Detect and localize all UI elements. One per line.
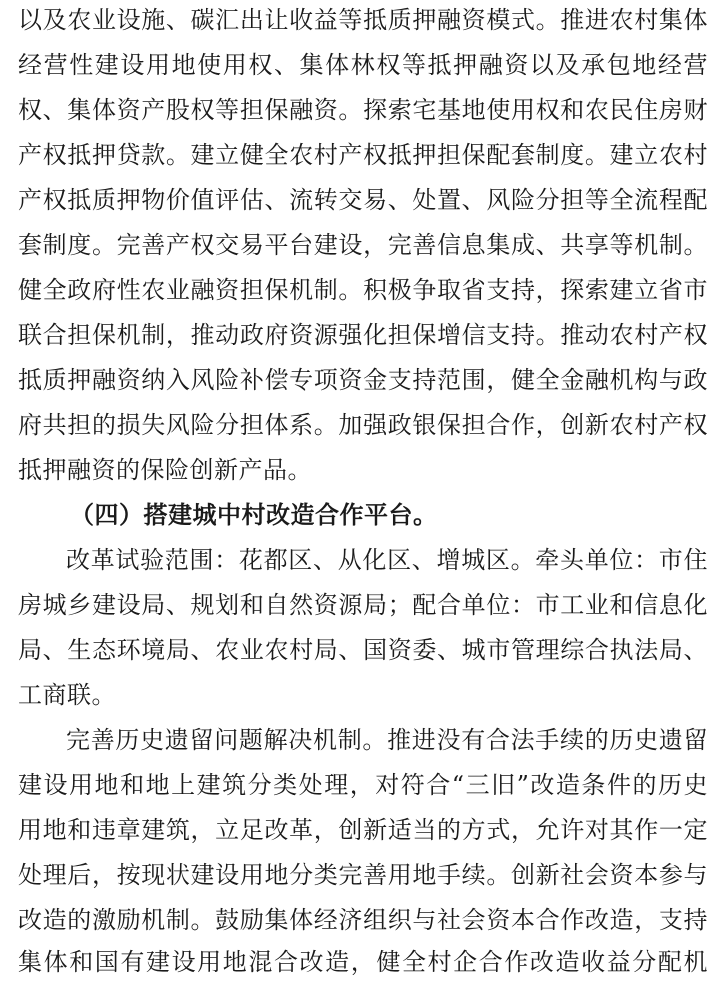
- text-line-21: 改造的激励机制。鼓励集体经济组织与社会资本合作改造，支持: [18, 906, 708, 934]
- text-line-10: 府共担的损失风险分担体系。加强政银保担合作，创新农村产权: [18, 411, 708, 439]
- text-line-22: 集体和国有建设用地混合改造，健全村企合作改造收益分配机: [18, 948, 708, 976]
- text-line-4: 产权抵押贷款。建立健全农村产权抵押担保配套制度。建立农村: [18, 141, 708, 169]
- text-line-15: 局、生态环境局、农业农村局、国资委、城市管理综合执法局、: [18, 636, 708, 664]
- text-line-7: 健全政府性农业融资担保机制。积极争取省支持，探索建立省市: [18, 276, 708, 304]
- text-line-9: 抵质押融资纳入风险补偿专项资金支持范围，健全金融机构与政: [18, 366, 708, 394]
- text-line-8: 联合担保机制，推动政府资源强化担保增信支持。推动农村产权: [18, 321, 708, 349]
- text-line-19: 用地和违章建筑，立足改革，创新适当的方式，允许对其作一定: [18, 816, 708, 844]
- text-line-13: 改革试验范围：花都区、从化区、增城区。牵头单位：市住: [66, 546, 708, 574]
- text-line-6: 套制度。完善产权交易平台建设，完善信息集成、共享等机制。: [18, 231, 708, 259]
- text-line-20: 处理后，按现状建设用地分类完善用地手续。创新社会资本参与: [18, 861, 708, 889]
- text-line-1: 以及农业设施、碳汇出让收益等抵质押融资模式。推进农村集体: [18, 6, 708, 34]
- text-line-18: 建设用地和地上建筑分类处理，对符合“三旧”改造条件的历史: [18, 771, 708, 799]
- text-line-5: 产权抵质押物价值评估、流转交易、处置、风险分担等全流程配: [18, 186, 708, 214]
- text-line-11: 抵押融资的保险创新产品。: [18, 456, 312, 484]
- section-heading: （四）搭建城中村改造合作平台。: [70, 500, 438, 529]
- text-line-2: 经营性建设用地使用权、集体林权等抵押融资以及承包地经营: [18, 51, 708, 79]
- text-line-14: 房城乡建设局、规划和自然资源局；配合单位：市工业和信息化: [18, 591, 708, 619]
- text-line-3: 权、集体资产股权等担保融资。探索宅基地使用权和农民住房财: [18, 96, 708, 124]
- text-line-17: 完善历史遗留问题解决机制。推进没有合法手续的历史遗留: [66, 726, 708, 754]
- text-line-16: 工商联。: [18, 681, 116, 709]
